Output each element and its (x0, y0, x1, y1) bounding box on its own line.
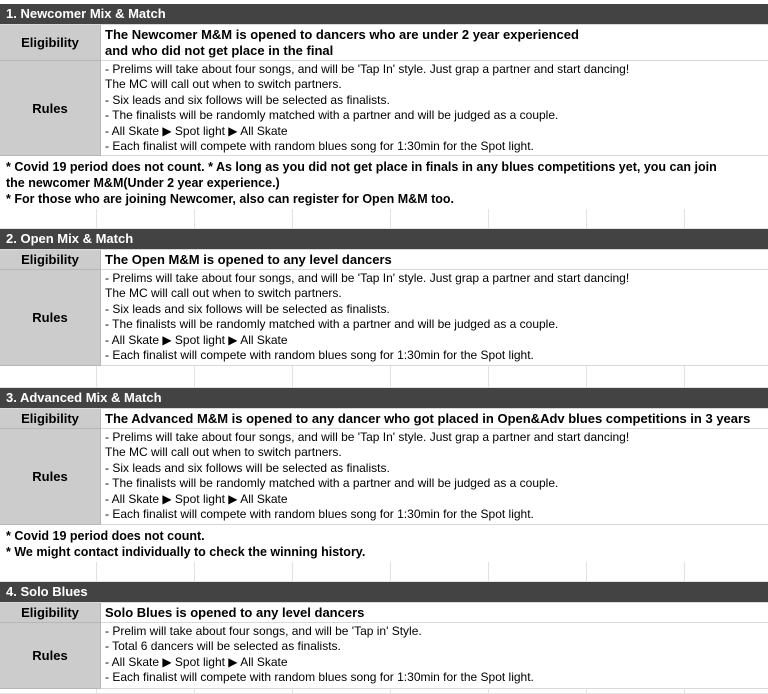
rule-line: - The finalists will be randomly matched with a partner and will be judged as a couple. (105, 476, 559, 491)
note-line: * For those who are joining Newcomer, also can register for Open M&M too. (6, 192, 454, 206)
note-line: the newcomer M&M(Under 2 year experience.) (6, 176, 280, 190)
section-header-advanced[interactable]: 3. Advanced Mix & Match (0, 388, 768, 409)
rules-row-solo (0, 623, 768, 689)
eligibility-value[interactable] (101, 603, 768, 623)
rules-row-newcomer (0, 61, 768, 156)
rule-line: - The finalists will be randomly matched with a partner and will be judged as a couple. (105, 108, 559, 123)
rules-value[interactable] (101, 270, 768, 366)
eligibility-label[interactable]: Eligibility (0, 603, 101, 623)
eligibility-line: The Newcomer M&M is opened to dancers who are under 2 year experienced (105, 26, 579, 42)
rule-line: The MC will call out when to switch partners. (105, 445, 342, 460)
rule-line: The MC will call out when to switch partners. (105, 77, 342, 92)
section-header-newcomer[interactable]: 1. Newcomer Mix & Match (0, 4, 768, 25)
rule-line: - Each finalist will compete with random blues song for 1:30min for the Spot light. (105, 507, 534, 522)
eligibility-line: Solo Blues is opened to any level dancers (105, 604, 365, 620)
section-header-solo[interactable]: 4. Solo Blues (0, 582, 768, 603)
rule-line: - Prelim will take about four songs, and will be 'Tap in' Style. (105, 624, 422, 638)
eligibility-label[interactable]: Eligibility (0, 409, 101, 429)
rule-line: - Six leads and six follows will be selected as finalists. (105, 460, 390, 475)
eligibility-value[interactable] (101, 409, 768, 429)
note-line: * We might contact individually to check the winning history. (6, 545, 366, 559)
rules-row-advanced (0, 429, 768, 525)
eligibility-line: The Advanced M&M is opened to any dancer who got placed in Open&Adv blues competitions in 3 years (105, 410, 751, 426)
rule-line: - Prelims will take about four songs, and will be 'Tap In' style. Just grap a partner and start dancing! (105, 430, 630, 444)
notes-advanced[interactable] (0, 526, 768, 562)
notes-newcomer[interactable] (0, 157, 768, 209)
rule-line: - Prelims will take about four songs, and will be 'Tap In' style. Just grap a partner and start dancing! (105, 271, 630, 285)
rule-line: - Prelims will take about four songs, and will be 'Tap In' style. Just grap a partner and start dancing! (105, 62, 630, 76)
rule-line: - All Skate ▶ Spot light ▶ All Skate (105, 123, 288, 138)
rules-value[interactable] (101, 623, 768, 689)
rule-line: - All Skate ▶ Spot light ▶ All Skate (105, 654, 288, 669)
eligibility-value[interactable] (101, 250, 768, 270)
eligibility-label[interactable]: Eligibility (0, 25, 101, 61)
rules-value[interactable] (101, 61, 768, 156)
eligibility-label[interactable]: Eligibility (0, 250, 101, 270)
rules-row-open (0, 270, 768, 366)
note-line: * Covid 19 period does not count. (6, 529, 205, 543)
rule-line: - All Skate ▶ Spot light ▶ All Skate (105, 332, 288, 347)
rule-line: - Each finalist will compete with random blues song for 1:30min for the Spot light. (105, 670, 534, 685)
rule-line: - Six leads and six follows will be selected as finalists. (105, 301, 390, 316)
eligibility-row-open (0, 250, 768, 270)
rule-line: - All Skate ▶ Spot light ▶ All Skate (105, 491, 288, 506)
rule-line: - Each finalist will compete with random blues song for 1:30min for the Spot light. (105, 139, 534, 154)
rule-line: - Total 6 dancers will be selected as finalists. (105, 639, 341, 654)
rules-label[interactable]: Rules (0, 61, 101, 156)
eligibility-row-advanced (0, 409, 768, 429)
eligibility-value[interactable] (101, 25, 768, 61)
rule-line: - Each finalist will compete with random blues song for 1:30min for the Spot light. (105, 348, 534, 363)
rule-line: The MC will call out when to switch partners. (105, 286, 342, 301)
eligibility-row-solo (0, 603, 768, 623)
rules-label[interactable]: Rules (0, 623, 101, 689)
note-line: * Covid 19 period does not count. * As long as you did not get place in finals in any blues competitions yet, you can join (6, 160, 717, 174)
rules-value[interactable] (101, 429, 768, 525)
rules-label[interactable]: Rules (0, 270, 101, 366)
eligibility-line: and who did not get place in the final (105, 42, 334, 58)
empty-row[interactable] (0, 366, 768, 388)
rule-line: - The finalists will be randomly matched with a partner and will be judged as a couple. (105, 317, 559, 332)
empty-row[interactable] (0, 562, 768, 582)
section-header-open[interactable]: 2. Open Mix & Match (0, 229, 768, 250)
eligibility-line: The Open M&M is opened to any level dancers (105, 251, 392, 267)
eligibility-row-newcomer (0, 25, 768, 61)
empty-row[interactable] (0, 209, 768, 229)
rules-label[interactable]: Rules (0, 429, 101, 525)
rule-line: - Six leads and six follows will be selected as finalists. (105, 92, 390, 107)
empty-row[interactable] (0, 689, 768, 694)
